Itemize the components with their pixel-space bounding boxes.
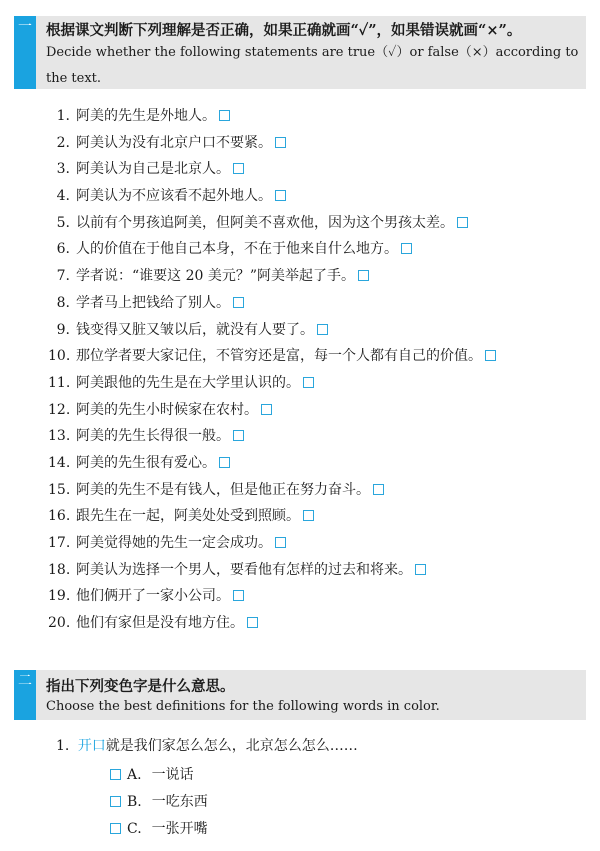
statement-number: 2. (56, 134, 70, 151)
answer-checkbox[interactable] (275, 190, 286, 201)
statement-number: 9. (56, 321, 70, 338)
statement-item (48, 610, 496, 637)
question-1 (56, 735, 358, 755)
statement-item (48, 583, 496, 610)
statement-number: 6. (56, 241, 70, 258)
statement-item (48, 103, 496, 130)
answer-checkbox[interactable] (401, 243, 412, 254)
statement-text: 阿美认为不应该看不起外地人。 (76, 188, 272, 205)
statement-text: 跟先生在一起，阿美处处受到照顾。 (76, 508, 300, 525)
statement-text: 阿美的先生小时候家在农村。 (76, 401, 258, 418)
statement-item (48, 156, 496, 183)
answer-checkbox[interactable] (219, 110, 230, 121)
section-1-number-tab: 一 (14, 16, 36, 89)
answer-checkbox[interactable] (415, 564, 426, 575)
question-number: 1. (56, 738, 70, 754)
answer-checkbox[interactable] (485, 350, 496, 361)
answer-checkbox[interactable] (373, 484, 384, 495)
option-label: B. (127, 794, 142, 810)
section-2-title-zh: 指出下列变色字是什么意思。 (46, 678, 235, 695)
answer-checkbox[interactable] (247, 617, 258, 628)
answer-checkbox[interactable] (233, 297, 244, 308)
option-text: 一张开嘴 (151, 821, 208, 837)
statement-item (48, 530, 496, 557)
answer-checkbox[interactable] (233, 590, 244, 601)
statement-text: 那位学者要大家记住，不管穷还是富，每一个人都有自己的价值。 (76, 348, 482, 365)
option-text: 一说话 (151, 767, 194, 783)
statement-item (48, 370, 496, 397)
highlighted-word: 开口 (77, 738, 106, 754)
section-2-number-tab: 二 (14, 670, 36, 720)
statement-text: 钱变得又脏又皱以后，就没有人要了。 (76, 321, 314, 338)
answer-checkbox[interactable] (275, 137, 286, 148)
answer-checkbox[interactable] (261, 404, 272, 415)
statement-item (48, 557, 496, 584)
statement-number: 18. (48, 561, 71, 578)
option-b (110, 791, 208, 811)
statement-item (48, 503, 496, 530)
statement-number: 17. (48, 535, 71, 551)
statement-item (48, 290, 496, 317)
statement-text: 人的价值在于他自己本身，不在于他来自什么地方。 (76, 241, 398, 258)
section-1-title-zh: 根据课文判断下列理解是否正确，如果正确就画“✓”，如果错误就画“×”。 (46, 22, 522, 39)
statement-number: 1. (56, 108, 70, 124)
statement-text: 阿美觉得她的先生一定会成功。 (76, 535, 272, 551)
statement-text: 以前有个男孩追阿美，但阿美不喜欢他，因为这个男孩太差。 (76, 214, 454, 231)
answer-checkbox[interactable] (303, 377, 314, 388)
statement-item (48, 397, 496, 424)
statement-text: 阿美认为选择一个男人，要看他有怎样的过去和将来。 (76, 561, 412, 578)
statement-item (48, 450, 496, 477)
answer-checkbox[interactable] (317, 324, 328, 335)
option-a-checkbox[interactable] (110, 769, 121, 780)
statement-number: 8. (56, 294, 70, 311)
statement-text: 学者马上把钱给了别人。 (76, 294, 230, 311)
question-text: 就是我们家怎么怎么，北京怎么怎么…… (105, 738, 358, 754)
statement-list (48, 103, 496, 637)
statement-text: 阿美认为没有北京户口不要紧。 (76, 134, 272, 151)
statement-text: 阿美认为自己是北京人。 (76, 161, 230, 178)
statement-text: 阿美的先生很有爱心。 (76, 454, 216, 471)
answer-checkbox[interactable] (358, 270, 369, 281)
statement-number: 5. (56, 214, 70, 231)
statement-number: 13. (48, 428, 71, 445)
statement-text: 阿美的先生不是有钱人，但是他正在努力奋斗。 (76, 481, 370, 498)
section-1-header (14, 16, 586, 89)
answer-checkbox[interactable] (275, 537, 286, 548)
statement-number: 15. (48, 481, 71, 498)
statement-number: 10. (48, 348, 71, 365)
statement-text: 学者说：“谁要这 20 美元？”阿美举起了手。 (76, 268, 356, 285)
option-label: A. (127, 767, 142, 783)
statement-number: 4. (56, 188, 70, 205)
statement-item (48, 210, 496, 237)
statement-number: 20. (48, 615, 71, 632)
answer-checkbox[interactable] (233, 163, 244, 174)
section-1-title-en: Decide whether the following statements are true（✓）or false（×）according to the text. (46, 45, 579, 86)
statement-item (48, 477, 496, 504)
statement-item (48, 183, 496, 210)
statement-number: 11. (48, 374, 71, 391)
statement-text: 阿美的先生是外地人。 (76, 108, 216, 124)
statement-number: 7. (56, 268, 70, 285)
statement-item (48, 343, 496, 370)
answer-checkbox[interactable] (233, 430, 244, 441)
option-text: 一吃东西 (151, 794, 208, 810)
statement-item (48, 130, 496, 157)
statement-number: 12. (48, 401, 71, 418)
statement-text: 阿美跟他的先生是在大学里认识的。 (76, 374, 300, 391)
statement-item (48, 317, 496, 344)
section-2-header (14, 670, 586, 720)
statement-number: 16. (48, 508, 71, 525)
statement-number: 14. (48, 454, 71, 471)
statement-item (48, 423, 496, 450)
option-b-checkbox[interactable] (110, 796, 121, 807)
section-2-title-en: Choose the best definitions for the following words in color. (46, 699, 440, 714)
option-c-checkbox[interactable] (110, 823, 121, 834)
statement-number: 19. (48, 588, 71, 605)
statement-number: 3. (56, 161, 70, 178)
statement-item (48, 263, 496, 290)
answer-checkbox[interactable] (219, 457, 230, 468)
statement-item (48, 236, 496, 263)
statement-text: 阿美的先生长得很一般。 (76, 428, 230, 445)
answer-checkbox[interactable] (303, 510, 314, 521)
option-c (110, 818, 208, 838)
option-a (110, 764, 194, 784)
statement-text: 他们有家但是没有地方住。 (76, 615, 244, 632)
statement-text: 他们俩开了一家小公司。 (76, 588, 230, 605)
option-label: C. (127, 821, 142, 837)
answer-checkbox[interactable] (457, 217, 468, 228)
